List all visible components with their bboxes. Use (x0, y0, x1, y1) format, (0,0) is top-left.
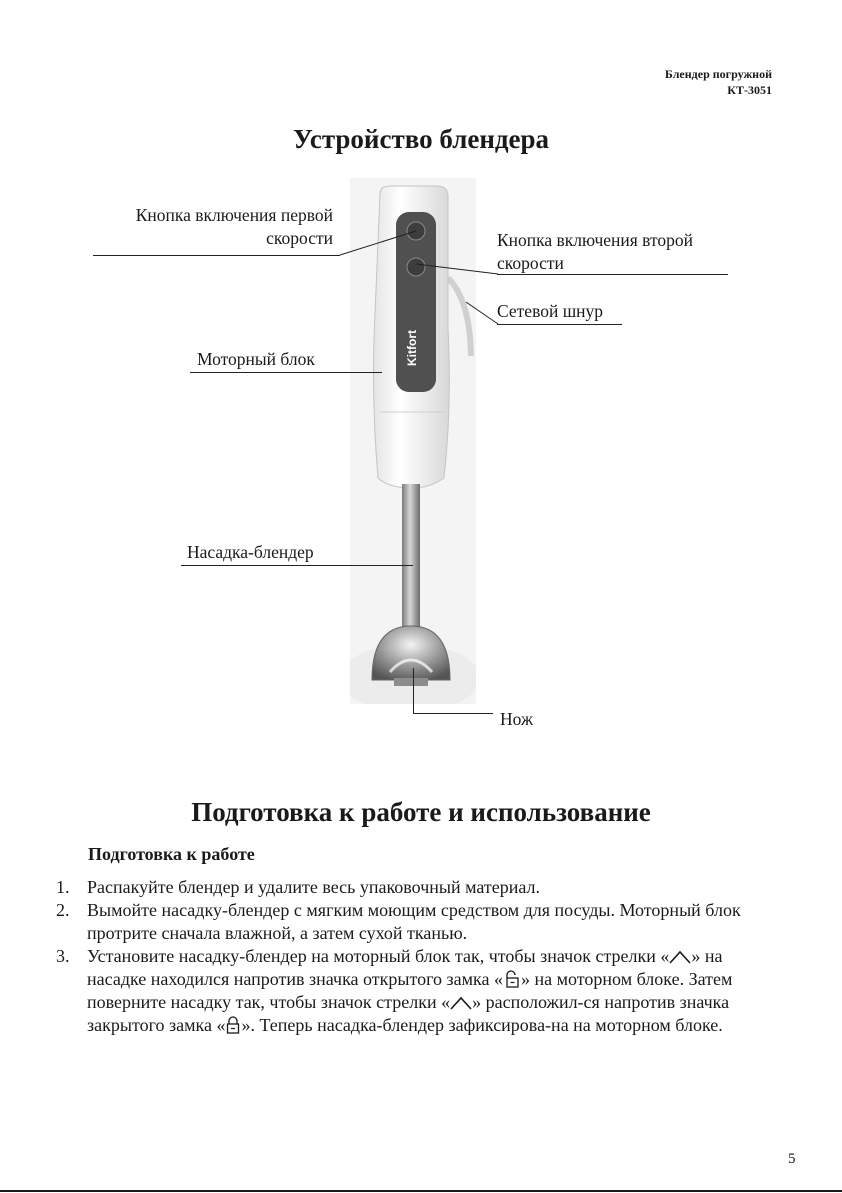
diagram-title: Устройство блендера (292, 124, 550, 154)
closed-lock-icon (225, 1016, 241, 1034)
leader-cord-diag (464, 300, 500, 326)
callout-blade: Нож (500, 709, 534, 729)
page-number: 5 (788, 1151, 796, 1167)
leader-blade-vertical (413, 668, 414, 713)
arrow-icon (450, 995, 472, 1011)
brand-logo: Kitfort (405, 330, 419, 366)
list-item (56, 899, 772, 945)
callout-speed1 (93, 204, 333, 250)
leader-cord (497, 324, 622, 325)
leader-blade (413, 713, 493, 714)
list-item-text: Распакуйте блендер и удалите весь упаковочный материал. (87, 877, 541, 897)
leader-shaft (181, 565, 413, 566)
list-item-number: 3. (56, 946, 70, 966)
leader-motor (190, 372, 382, 373)
list-item (56, 945, 772, 1037)
arrow-icon (669, 949, 691, 965)
leader-speed1-diag (338, 229, 418, 257)
callout-cord: Сетевой шнур (497, 301, 604, 321)
leader-speed2-diag (414, 262, 500, 276)
callout-shaft: Насадка-блендер (187, 542, 314, 562)
list-item-text-part2: » на насадке находился напротив значка открытого замка « (87, 946, 723, 989)
open-lock-icon (503, 970, 521, 988)
callout-speed1-line1: Кнопка включения первой (135, 205, 333, 225)
leader-speed2 (497, 274, 728, 275)
list-item-text-part1: Установите насадку-блендер на моторный блок так, чтобы значок стрелки « (87, 946, 670, 966)
list-item-text-part5: ». Теперь насадка-блендер зафиксирова-на на моторном блоке. (241, 1015, 723, 1035)
callout-motor: Моторный блок (197, 349, 315, 369)
blender-shaft (402, 484, 420, 634)
product-name: Блендер погружной (664, 67, 772, 81)
page-bottom-rule (0, 1190, 842, 1192)
list-item-text: Вымойте насадку-блендер с мягким моющим средством для посуды. Моторный блок протрите сначала влажной, а затем сухой тканью. (87, 900, 741, 943)
document-header (665, 66, 772, 98)
list-item-text-part3: » на моторном блоке. Затем поверните насадку так, чтобы значок стрелки « (87, 969, 733, 1012)
callout-speed1-line2: скорости (266, 228, 333, 248)
section-title: Подготовка к работе и использование (191, 797, 651, 827)
leader-speed1 (93, 255, 340, 256)
instructions-list (56, 876, 772, 1037)
list-item-text-part4: » расположил-ся напротив значка закрытого замка « (87, 992, 730, 1035)
callout-speed2 (497, 229, 693, 275)
list-item-number: 2. (56, 900, 70, 920)
callout-speed2-line2: скорости (497, 253, 564, 273)
list-item (56, 876, 772, 899)
model-number: КТ-3051 (727, 83, 772, 97)
callout-speed2-line1: Кнопка включения второй (497, 230, 694, 250)
list-item-number: 1. (56, 877, 70, 897)
section-subtitle: Подготовка к работе (88, 844, 255, 864)
